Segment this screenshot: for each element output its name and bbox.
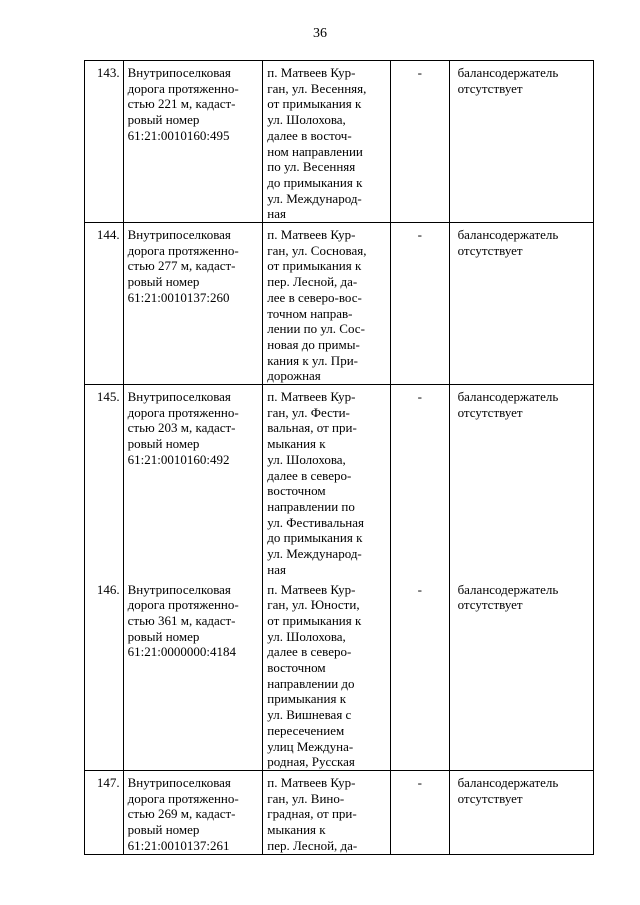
road-location-line: ган, ул. Фести- [267, 404, 350, 420]
table-row [85, 385, 594, 578]
road-name-line: 61:21:0010160:492 [127, 451, 230, 467]
road-location-line: ул. Шолохова, [267, 112, 346, 128]
balance-holder-line: балансодержатель [457, 227, 559, 243]
road-location-line: направлении по [267, 498, 355, 514]
road-name-line: ровый номер [127, 822, 200, 838]
road-location-line: п. Матвеев Кур- [267, 65, 356, 80]
road-location-line: далее в восточ- [267, 127, 352, 143]
road-location-line: п. Матвеев Кур- [267, 581, 356, 597]
road-location-line: от примыкания к [267, 258, 362, 274]
road-location-line: восточном [267, 483, 326, 499]
road-location-line: ул. Международ- [267, 190, 362, 206]
balance-holder-line: балансодержатель [457, 581, 559, 597]
road-location-line: от примыкания к [267, 612, 362, 628]
road-location-line: мыкания к [267, 822, 326, 838]
road-location-line: п. Матвеев Кур- [267, 774, 356, 790]
road-name-line: стью 203 м, кадаст- [127, 420, 236, 436]
row-number: 147. [85, 770, 124, 854]
road-name-line: стью 269 м, кадаст- [127, 806, 236, 822]
road-location-line: восточном [267, 660, 326, 676]
table-row [85, 223, 594, 385]
empty-value-cell: - [390, 385, 449, 578]
balance-holder-line: отсутствует [457, 80, 523, 96]
balance-holder-cell [449, 223, 593, 385]
road-location-line: направлении до [267, 675, 355, 691]
balance-holder-cell [449, 61, 593, 223]
road-name-line: Внутрипоселковая [127, 774, 231, 790]
road-location-line: ная [267, 561, 287, 577]
road-location-line: родная, Русская [267, 754, 355, 770]
road-location-line: лении по ул. Сос- [267, 321, 365, 337]
road-location-line: мыкания к [267, 436, 326, 452]
road-name-line: дорога протяженно- [127, 597, 239, 613]
balance-holder-line: отсутствует [457, 242, 523, 258]
empty-value-cell: - [390, 578, 449, 771]
road-location-cell [263, 578, 391, 771]
road-location-line: далее в северо- [267, 644, 352, 660]
road-name-line: Внутрипоселковая [127, 389, 231, 405]
road-name-line: 61:21:0010160:495 [127, 127, 230, 143]
road-location-line: ган, ул. Весенняя, [267, 80, 367, 96]
road-location-line: точном направ- [267, 305, 353, 321]
road-location-line: по ул. Весенняя [267, 159, 356, 175]
road-location-cell [263, 770, 391, 854]
road-name-line: 61:21:0010137:261 [127, 837, 230, 853]
road-location-line: ная [267, 206, 287, 222]
road-location-cell [263, 223, 391, 385]
road-name-line: дорога протяженно- [127, 404, 239, 420]
road-location-line: ул. Вишневая с [267, 707, 352, 723]
road-location-line: ган, ул. Юности, [267, 597, 360, 613]
roads-table [84, 60, 594, 855]
road-name-line: ровый номер [127, 628, 200, 644]
road-location-line: вальная, от при- [267, 420, 357, 436]
road-location-line: от примыкания к [267, 96, 362, 112]
road-location-line: до примыкания к [267, 530, 363, 546]
balance-holder-line: балансодержатель [457, 774, 559, 790]
empty-value-cell: - [390, 61, 449, 223]
road-name-line: стью 361 м, кадаст- [127, 612, 236, 628]
road-location-line: лее в северо-вос- [267, 289, 362, 305]
balance-holder-cell [449, 578, 593, 771]
table-row [85, 61, 594, 223]
road-name-line: ровый номер [127, 436, 200, 452]
road-location-line: примыкания к [267, 691, 347, 707]
road-location-line: п. Матвеев Кур- [267, 389, 356, 405]
table-row [85, 770, 594, 854]
road-location-line: ул. Шолохова, [267, 451, 346, 467]
road-location-line: улиц Междуна- [267, 738, 354, 754]
road-location-line: п. Матвеев Кур- [267, 227, 356, 243]
balance-holder-line: балансодержатель [457, 389, 559, 405]
road-location-line: ган, ул. Вино- [267, 790, 345, 806]
road-name-line: Внутрипоселковая [127, 227, 231, 243]
road-name-line: ровый номер [127, 112, 200, 128]
road-name-cell [123, 578, 263, 771]
balance-holder-line: отсутствует [457, 404, 523, 420]
road-location-line: ган, ул. Сосновая, [267, 242, 367, 258]
row-number: 145. [85, 385, 124, 578]
balance-holder-line: отсутствует [457, 597, 523, 613]
road-name-cell [123, 61, 263, 223]
road-name-line: дорога протяженно- [127, 790, 239, 806]
row-number: 143. [85, 61, 124, 223]
road-name-cell [123, 223, 263, 385]
road-name-line: стью 277 м, кадаст- [127, 258, 236, 274]
row-number: 144. [85, 223, 124, 385]
road-location-line: пер. Лесной, да- [267, 274, 358, 290]
road-location-line: пер. Лесной, да- [267, 837, 358, 853]
road-location-cell [263, 61, 391, 223]
table-row [85, 578, 594, 771]
road-name-line: ровый номер [127, 274, 200, 290]
road-name-cell [123, 770, 263, 854]
road-name-cell [123, 385, 263, 578]
road-name-line: стью 221 м, кадаст- [127, 96, 236, 112]
balance-holder-line: отсутствует [457, 790, 523, 806]
road-location-line: далее в северо- [267, 467, 352, 483]
road-location-line: до примыкания к [267, 174, 363, 190]
road-location-line: пересечением [267, 722, 345, 738]
page-number: 36 [313, 26, 327, 41]
road-name-line: 61:21:0000000:4184 [127, 644, 236, 660]
road-location-line: кания к ул. При- [267, 352, 358, 368]
row-number: 146. [85, 578, 124, 771]
empty-value-cell: - [390, 770, 449, 854]
road-name-line: 61:21:0010137:260 [127, 289, 230, 305]
road-name-line: дорога протяженно- [127, 80, 239, 96]
balance-holder-line: балансодержатель [457, 65, 559, 80]
road-location-line: ул. Шолохова, [267, 628, 346, 644]
road-location-line: ном направлении [267, 143, 363, 159]
road-location-line: ул. Фестивальная [267, 514, 364, 530]
balance-holder-cell [449, 770, 593, 854]
road-location-line: ул. Международ- [267, 546, 362, 562]
road-location-line: градная, от при- [267, 806, 357, 822]
balance-holder-cell [449, 385, 593, 578]
road-location-line: дорожная [267, 368, 321, 384]
empty-value-cell: - [390, 223, 449, 385]
road-location-cell [263, 385, 391, 578]
road-name-line: Внутрипоселковая [127, 65, 231, 80]
road-name-line: дорога протяженно- [127, 242, 239, 258]
road-name-line: Внутрипоселковая [127, 581, 231, 597]
road-location-line: новая до примы- [267, 336, 360, 352]
